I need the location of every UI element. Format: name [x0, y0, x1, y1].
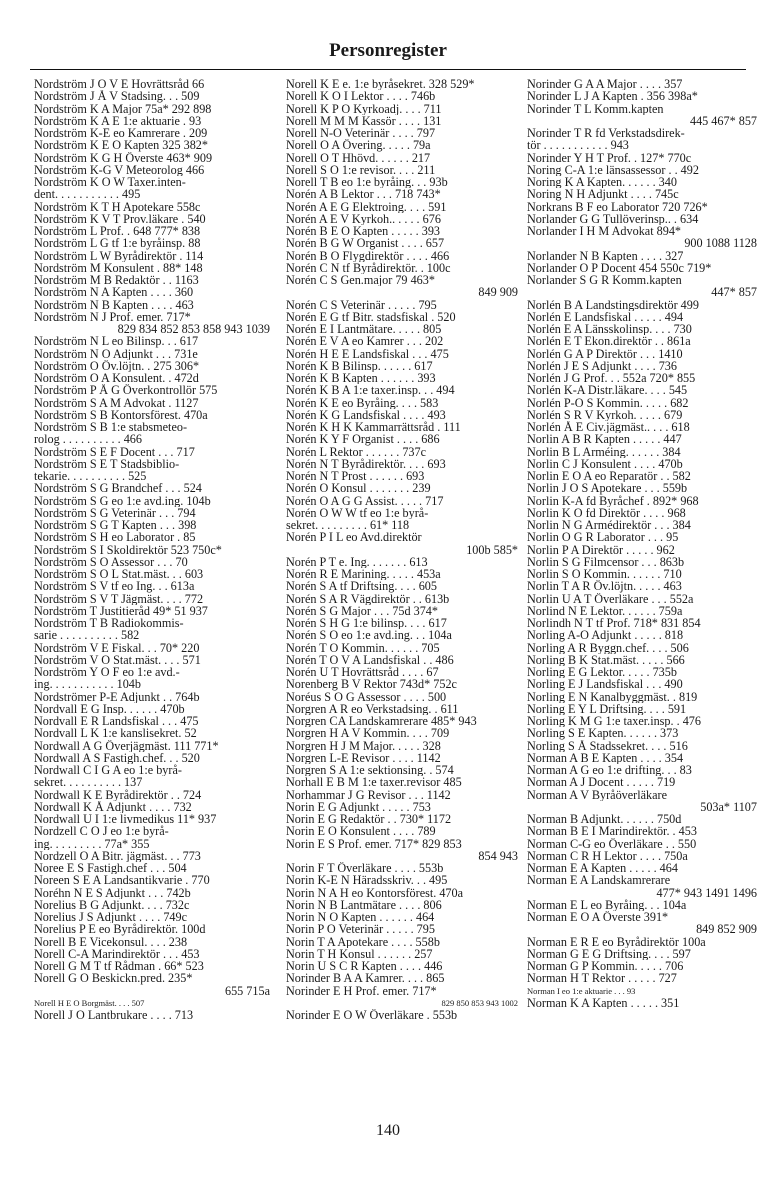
- register-entry: Nordström Y O F eo 1:e avd.-: [34, 666, 180, 679]
- register-entry: Norén A E G Elektroing. . . . 591: [286, 200, 447, 213]
- register-entry: Nordström L Prof. . 648 777* 838: [34, 225, 201, 238]
- register-entry: Nordström S I Skoldirektör 523 750c*: [34, 543, 222, 556]
- register-entry: Norlén E A Länsskolinsp. . . . 730: [527, 323, 692, 336]
- register-entry: Nordström S E F Docent . . . 717: [34, 445, 195, 458]
- register-entry: Norinder G A A Major . . . . 357: [527, 78, 683, 91]
- register-entry: Norelius P E eo Byrådirektör. 100d: [34, 923, 206, 936]
- register-entry: Norén N T Prost . . . . . . 693: [286, 470, 425, 483]
- register-entry: Nordvall L K 1:e kanslisekret. 52: [34, 727, 197, 740]
- register-entry: Noree E S Fastigh.chef . . . 504: [34, 862, 187, 875]
- register-entry: rolog . . . . . . . . . . 466: [34, 433, 142, 446]
- register-entry: Nordströmer P-E Adjunkt . . 764b: [34, 690, 200, 703]
- register-entry: Norinder T L Komm.kapten: [527, 102, 664, 115]
- register-entry: Norell N-O Veterinär . . . . 797: [286, 127, 436, 140]
- register-entry-continuation: 477* 943 1491 1496: [656, 886, 757, 899]
- register-entry: Norgren H A V Kommin. . . . 709: [286, 727, 450, 740]
- register-entry: Norén B E O Kapten . . . . . 393: [286, 225, 441, 238]
- register-entry: Norell O T Hhövd. . . . . . 217: [286, 151, 431, 164]
- register-entry: Norén N T Byrådirektör. . . . 693: [286, 457, 446, 470]
- register-entry: Nordwall C I G A eo 1:e byrå-: [34, 764, 182, 777]
- register-entry: Nordzell O A Bitr. jägmäst. . . 773: [34, 849, 201, 862]
- register-entry: Norén O Konsul . . . . . . . 239: [286, 482, 431, 495]
- register-entry: Nordström S G Veterinär . . . 794: [34, 506, 196, 519]
- register-entry: Norin E G Redaktör . . 730* 1172: [286, 813, 452, 826]
- register-entry: Norgren CA Landskamrerare 485* 943: [286, 715, 477, 728]
- register-entry: Norén O A G G Assist. . . . . 717: [286, 494, 444, 507]
- register-entry: Norlén K-A Distr.läkare. . . . 545: [527, 384, 688, 397]
- register-entry: Norin F T Överläkare . . . . 553b: [286, 862, 444, 875]
- register-entry: Nordström K O W Taxer.inten-: [34, 176, 186, 189]
- register-entry: Norinder Y H T Prof. . 127* 770c: [527, 151, 692, 164]
- register-entry: Nordström K V T Prov.läkare . 540: [34, 212, 206, 225]
- register-entry: Norén P T e. Ing. . . . . . . 613: [286, 555, 428, 568]
- register-entry: Nordström S B 1:e stabsmeteo-: [34, 421, 188, 434]
- register-entry: Norgren S A 1:e sektionsing. . 574: [286, 764, 454, 777]
- register-entry: Norell T B eo 1:e byråing. . . 93b: [286, 176, 448, 189]
- register-entry: Norell C-A Marindirektör . . . 453: [34, 947, 200, 960]
- register-entry: Nordström S V tf eo Ing. . . 613a: [34, 580, 195, 593]
- register-entry: Norman A V Byråöverläkare: [527, 788, 668, 801]
- register-entry: Nordström S O L Stat.mäst. . . 603: [34, 568, 204, 581]
- register-entry: Norin U S C R Kapten . . . . 446: [286, 960, 443, 973]
- register-entry: Norlén G A P Direktör . . . 1410: [527, 347, 683, 360]
- register-entry: Norinder B A A Kamrer. . . . 865: [286, 972, 445, 985]
- register-entry: Nordwall U I 1:e livmedikus 11* 937: [34, 813, 217, 826]
- register-entry: Nordström S A M Advokat . 1127: [34, 396, 199, 409]
- register-entry: ing. . . . . . . . . . . 104b: [34, 678, 141, 691]
- register-entry: Nordwall A G Överjägmäst. 111 771*: [34, 739, 219, 752]
- register-entry: tekarie. . . . . . . . . . 525: [34, 470, 147, 483]
- register-entry: Norlén S R V Kyrkoh. . . . . 679: [527, 408, 683, 421]
- register-entry: Norin E S Prof. emer. 717* 829 853: [286, 837, 462, 850]
- register-entry: Norenberg B V Rektor 743d* 752c: [286, 678, 457, 691]
- register-entry: Nordström K A E 1:e aktuarie . 93: [34, 114, 202, 127]
- register-entry: Norin E G Adjunkt . . . . . 753: [286, 800, 431, 813]
- register-entry: Norin N B Lantmätare . . . . 806: [286, 898, 442, 911]
- register-entry: Norén S O eo 1:e avd.ing. . . 104a: [286, 629, 452, 642]
- register-entry: Norlén J E S Adjunkt . . . . 736: [527, 359, 677, 372]
- register-entry: Norin N O Kapten . . . . . . 464: [286, 911, 435, 924]
- register-entry: Noring K A Kapten. . . . . . 340: [527, 176, 677, 189]
- register-entry: Norin K-E N Häradsskriv. . . 495: [286, 874, 448, 887]
- register-entry: Norlin E O A eo Reparatör . . 582: [527, 470, 691, 483]
- page-title: Personregister: [329, 40, 447, 61]
- register-entry: Norén K B Bilinsp. . . . . . 617: [286, 359, 433, 372]
- register-entry: Norlander I H M Advokat 894*: [527, 225, 682, 238]
- register-entry: Nordström L G tf 1:e byråinsp. 88: [34, 237, 201, 250]
- register-entry: Norell G O Beskickn.pred. 235*: [34, 972, 193, 985]
- register-entry: Nordwall K E Byrådirektör . . 724: [34, 788, 202, 801]
- register-entry: Norlén B A Landstingsdirektör 499: [527, 298, 699, 311]
- register-entry: Norén K Y F Organist . . . . 686: [286, 433, 440, 446]
- register-entry: Norén S H G 1:e bilinsp. . . . 617: [286, 617, 447, 630]
- register-entry: Nordström T Justitieråd 49* 51 937: [34, 604, 208, 617]
- register-entry: Nordzell C O J eo 1:e byrå-: [34, 825, 169, 838]
- register-entry: Norell H E O Borgmäst. . . . 507: [34, 997, 145, 1008]
- register-entry: Norling E N Kanalbyggmäst. . 819: [527, 690, 698, 703]
- register-entry: Nordström O Öv.löjtn. . 275 306*: [34, 359, 200, 372]
- register-entry: Norlind N E Lektor. . . . . . 759a: [527, 604, 683, 617]
- register-entry: Norman I eo 1:e aktuarie . . . 93: [527, 985, 636, 996]
- register-entry: Noring C-A 1:e länsassessor . . 492: [527, 163, 699, 176]
- register-entry: Nordström J Å V Stadsing. . . 509: [34, 90, 200, 103]
- register-entry-continuation: 503a* 1107: [700, 800, 757, 813]
- register-entry: Norell J O Lantbrukare . . . . 713: [34, 1009, 194, 1022]
- register-entry: Nordström K-E eo Kamrerare . 209: [34, 127, 208, 140]
- register-entry: Norlin C J Konsulent . . . . 470b: [527, 457, 683, 470]
- register-entry: Nordström O A Konsulent. . 472d: [34, 372, 199, 385]
- register-entry: ing. . . . . . . . . 77a* 355: [34, 837, 150, 850]
- register-entry: Nordström N L eo Bilinsp. . . 617: [34, 335, 199, 348]
- register-entry: Norlin T A R Öv.löjtn. . . . . 463: [527, 580, 682, 593]
- register-entry: Norlén E Landsfiskal . . . . . 494: [527, 310, 684, 323]
- register-entry: Norlin K-A fd Byråchef . 892* 968: [527, 494, 699, 507]
- register-entry: Norman E A Landskamrerare: [527, 874, 671, 887]
- register-entry: Norell K E e. 1:e byråsekret. 328 529*: [286, 78, 475, 91]
- register-entry: Norling A R Byggn.chef. . . . 506: [527, 641, 689, 654]
- register-entry: Norlén P-O S Kommin. . . . . 682: [527, 396, 689, 409]
- register-entry: Norén K B A 1:e taxer.insp. . . 494: [286, 384, 455, 397]
- register-entry-continuation: 445 467* 857: [689, 114, 757, 127]
- register-entry: Norlén J G Prof. . . 552a 720* 855: [527, 372, 696, 385]
- register-entry: Nordström K A Major 75a* 292 898: [34, 102, 212, 115]
- register-entry: Norlin K O fd Direktör . . . . 968: [527, 506, 686, 519]
- register-entry: Norling E Y L Driftsing. . . . 591: [527, 702, 687, 715]
- register-entry: Nordström K-G V Meteorolog 466: [34, 163, 205, 176]
- register-entry: Nordström S V T Jägmäst. . . . 772: [34, 592, 204, 605]
- register-entry: Norén T O Kommin. . . . . . 705: [286, 641, 440, 654]
- register-column-2: [286, 78, 518, 1021]
- register-entry: Norén A B Lektor . . . 718 743*: [286, 188, 441, 201]
- register-entry: Norman G E G Driftsing. . . . 597: [527, 947, 691, 960]
- register-entry: Norén K B Kapten . . . . . . 393: [286, 372, 436, 385]
- register-entry: Nordström K G H Överste 463* 909: [34, 151, 213, 164]
- register-entry: Nordwall A S Fastigh.chef. . . 520: [34, 751, 200, 764]
- register-entry: Norlander G G Tullöverinsp.. . 634: [527, 212, 699, 225]
- register-entry: Norlin U A T Överläkare . . . 552a: [527, 592, 694, 605]
- register-entry: Norén B G W Organist . . . . 657: [286, 237, 445, 250]
- register-entry: Norman B Adjunkt. . . . . . 750d: [527, 813, 682, 826]
- register-entry: Norin N A H eo Kontorsförest. 470a: [286, 886, 464, 899]
- register-entry: Nordström V O Stat.mäst. . . . 571: [34, 653, 201, 666]
- register-entry: Nordström S G eo 1:e avd.ing. 104b: [34, 494, 211, 507]
- register-entry: Norman A G eo 1:e drifting. . . 83: [527, 764, 692, 777]
- register-entry: Nordström S E T Stadsbiblio-: [34, 457, 180, 470]
- register-entry: Norman E L eo Byråing. . . 104a: [527, 898, 687, 911]
- register-entry: Norén U T Hovrättsråd . . . . 67: [286, 666, 439, 679]
- register-entry: Norling K M G 1:e taxer.insp. . 476: [527, 715, 701, 728]
- register-entry: Norén A E V Kyrkoh.. . . . . 676: [286, 212, 441, 225]
- register-entry: Norell S O 1:e revisor. . . . 211: [286, 163, 436, 176]
- register-entry: Norén E G tf Bitr. stadsfiskal . 520: [286, 310, 456, 323]
- register-entry: Norinder E H Prof. emer. 717*: [286, 984, 437, 997]
- register-column-3: [527, 78, 757, 1009]
- register-entry: Norinder T R fd Verkstadsdirek-: [527, 127, 685, 140]
- register-entry: Nordström S G Brandchef . . . 524: [34, 482, 202, 495]
- register-entry: Norell O A Övering. . . . . 79a: [286, 139, 431, 152]
- register-entry: Norman E R E eo Byrådirektör 100a: [527, 935, 706, 948]
- register-entry: Norelius J S Adjunkt . . . . 749c: [34, 911, 188, 924]
- register-column-1: [34, 78, 270, 1021]
- register-entry: Norman H T Rektor . . . . . 727: [527, 972, 677, 985]
- register-entry: Norell B E Vicekonsul. . . . 238: [34, 935, 188, 948]
- register-entry: Norling S E Kapten. . . . . . 373: [527, 727, 679, 740]
- register-entry-continuation: 655 715a: [224, 984, 270, 997]
- register-entry: Norén B O Flygdirektör . . . . 466: [286, 249, 450, 262]
- register-entry: Norinder L J A Kapten . 356 398a*: [527, 90, 698, 103]
- register-entry: Norman E O A Överste 391*: [527, 911, 669, 924]
- register-entry: Norlindh N T tf Prof. 718* 831 854: [527, 617, 701, 630]
- register-entry: sekret. . . . . . . . . 61* 118: [286, 519, 410, 532]
- register-entry: Norén K G Landsfiskal . . . . 493: [286, 408, 446, 421]
- register-entry: Nordström T B Radiokommis-: [34, 617, 184, 630]
- register-entry: Norman E A Kapten . . . . . 464: [527, 862, 678, 875]
- register-entry: Norlin O G R Laborator . . . 95: [527, 531, 679, 544]
- register-entry: Norin T H Konsul . . . . . . 257: [286, 947, 433, 960]
- register-entry: Norlén Å E Civ.jägmäst.. . . . 618: [527, 421, 690, 434]
- register-entry: Nordström S H eo Laborator . 85: [34, 531, 196, 544]
- register-entry: Norman C R H Lektor . . . . 750a: [527, 849, 688, 862]
- register-entry: Noréhn N E S Adjunkt . . . 742b: [34, 886, 191, 899]
- register-entry: Nordström S B Kontorsförest. 470a: [34, 408, 208, 421]
- register-entry-continuation: 100b 585*: [466, 543, 518, 556]
- register-entry: Norén T O V A Landsfiskal . . 486: [286, 653, 454, 666]
- register-entry: Norgren L-E Revisor . . . . 1142: [286, 751, 441, 764]
- register-entry: Norén H E E Landsfiskal . . . 475: [286, 347, 449, 360]
- register-entry: Norman A B E Kapten . . . . 354: [527, 751, 684, 764]
- register-entry: Norlin P A Direktör . . . . . 962: [527, 543, 675, 556]
- register-entry: Nordström S O Assessor . . . 70: [34, 555, 188, 568]
- register-entry: Norin E O Konsulent . . . . 789: [286, 825, 436, 838]
- register-entry: Noring N H Adjunkt . . . . 745c: [527, 188, 679, 201]
- register-entry: Norman B E I Marindirektör. . 453: [527, 825, 697, 838]
- register-entry: Nordström N O Adjunkt . . . 731e: [34, 347, 198, 360]
- register-entry-continuation: 849 909: [478, 286, 518, 299]
- register-entry: Nordström J O V E Hovrättsråd 66: [34, 78, 205, 91]
- register-entry: Nordström M Konsulent . 88* 148: [34, 261, 203, 274]
- register-entry: Norman A J Docent . . . . . 719: [527, 776, 676, 789]
- register-entry-continuation: 829 834 852 853 858 943 1039: [117, 323, 270, 336]
- register-entry: Norlander S G R Komm.kapten: [527, 274, 682, 287]
- register-entry: Nordström N J Prof. emer. 717*: [34, 310, 191, 323]
- header-rule: [30, 69, 746, 70]
- register-entry: Nordwall K Å Adjunkt . . . . 732: [34, 800, 192, 813]
- register-entry: Norling E G Lektor. . . . . 735b: [527, 666, 677, 679]
- register-entry: Norinder E O W Överläkare . 553b: [286, 1009, 458, 1022]
- register-entry-continuation: 900 1088 1128: [684, 237, 757, 250]
- register-entry: Norell G M T tf Rådman . 66* 523: [34, 960, 204, 973]
- register-entry: Nordström M B Redaktör . . 1163: [34, 274, 199, 287]
- register-entry: Norlin N G Armédirektör . . . 384: [527, 519, 691, 532]
- register-entry: sekret. . . . . . . . . . 137: [34, 776, 143, 789]
- register-entry: Norell K P O Kyrkoadj. . . . 711: [286, 102, 442, 115]
- register-entry: Norén K H K Kammarrättsråd . 111: [286, 421, 461, 434]
- register-entry: Norlander N B Kapten . . . . 327: [527, 249, 684, 262]
- register-entry: Nordström S G T Kapten . . . 398: [34, 519, 197, 532]
- register-entry: Norlin J O S Apotekare . . . 559b: [527, 482, 688, 495]
- register-entry: Nordström L W Byrådirektör . 114: [34, 249, 204, 262]
- register-entry: Nordström P Å G Överkontrollör 575: [34, 384, 218, 397]
- register-entry: Nordström V E Fiskal. . . 70* 220: [34, 641, 200, 654]
- register-entry: Noreen S E A Landsantikvarie . 770: [34, 874, 210, 887]
- register-entry: Nordström K T H Apotekare 558c: [34, 200, 201, 213]
- register-entry: Norling E J Landsfiskal . . . 490: [527, 678, 683, 691]
- register-entry: Norling B K Stat.mäst. . . . . 566: [527, 653, 685, 666]
- register-entry: Norén R E Marining. . . . . 453a: [286, 568, 441, 581]
- register-entry: Norhall E B M 1:e taxer.revisor 485: [286, 776, 462, 789]
- register-entry: Norén C S Veterinär . . . . . 795: [286, 298, 437, 311]
- register-entry: Norling A-O Adjunkt . . . . . 818: [527, 629, 684, 642]
- register-entry: Norén S G Major . . . 75d 374*: [286, 604, 438, 617]
- register-entry: Norlin A B R Kapten . . . . . 447: [527, 433, 682, 446]
- register-entry: Noréus S O G Assessor . . . . 500: [286, 690, 447, 703]
- register-entry: Norén P I L eo Avd.direktör: [286, 531, 422, 544]
- register-entry: Norling S Å Stadssekret. . . . 516: [527, 739, 688, 752]
- register-entry: Norlin S O Kommin. . . . . . 710: [527, 568, 682, 581]
- register-entry: Norlén E T Ekon.direktör . . 861a: [527, 335, 691, 348]
- register-entry: Norell M M M Kassör . . . . 131: [286, 114, 442, 127]
- register-entry-continuation: 829 850 853 943 1002: [441, 997, 518, 1008]
- register-entry: Norin T A Apotekare . . . . 558b: [286, 935, 440, 948]
- register-entry: Norén C N tf Byrådirektör. . 100c: [286, 261, 451, 274]
- register-entry: Norhammar J G Revisor . . . 1142: [286, 788, 451, 801]
- page-number: 140: [376, 1122, 400, 1139]
- register-entry: Norgren H J M Major. . . . . 328: [286, 739, 441, 752]
- register-entry: Norén E V A eo Kamrer . . . 202: [286, 335, 444, 348]
- register-entry: sarie . . . . . . . . . . 582: [34, 629, 140, 642]
- register-entry-continuation: 447* 857: [711, 286, 757, 299]
- register-entry: Norkrans B F eo Laborator 720 726*: [527, 200, 708, 213]
- register-entry: Norén K E eo Byråing. . . . 583: [286, 396, 439, 409]
- register-entry: Norell K O I Lektor . . . . 746b: [286, 90, 436, 103]
- register-entry: Norlander O P Docent 454 550c 719*: [527, 261, 712, 274]
- register-entry: Nordström K E O Kapten 325 382*: [34, 139, 208, 152]
- register-entry: Norén O W W tf eo 1:e byrå-: [286, 506, 429, 519]
- register-entry-continuation: 849 852 909: [696, 923, 757, 936]
- register-entry: Norén L Rektor . . . . . . 737c: [286, 445, 427, 458]
- register-entry: Norman C-G eo Överläkare . . 550: [527, 837, 697, 850]
- register-entry: tör . . . . . . . . . . . 943: [527, 139, 629, 152]
- register-entry: Norén E I Lantmätare. . . . . 805: [286, 323, 442, 336]
- register-entry: Nordvall E R Landsfiskal . . . 475: [34, 715, 199, 728]
- register-entry: Nordström N A Kapten . . . . 360: [34, 286, 194, 299]
- register-entry: Norelius B G Adjunkt. . . . 732c: [34, 898, 190, 911]
- register-entry: Norman G P Kommin. . . . . 706: [527, 960, 684, 973]
- register-entry: dent. . . . . . . . . . . 495: [34, 188, 141, 201]
- register-entry: Norin P O Veterinär . . . . . 795: [286, 923, 435, 936]
- register-entry-continuation: 854 943: [478, 849, 518, 862]
- register-entry: Nordström N B Kapten . . . . 463: [34, 298, 194, 311]
- register-entry: Norén S A tf Driftsing. . . . 605: [286, 580, 437, 593]
- register-entry: Nordvall E G Insp. . . . . . 470b: [34, 702, 185, 715]
- register-entry: Norgren A R eo Verkstadsing. . 611: [286, 702, 459, 715]
- register-entry: Norlin B L Arméing. . . . . . 384: [527, 445, 681, 458]
- register-entry: Norman K A Kapten . . . . . 351: [527, 996, 680, 1009]
- register-entry: Norén S A R Vägdirektör . . 613b: [286, 592, 450, 605]
- register-entry: Norén C S Gen.major 79 463*: [286, 274, 435, 287]
- register-entry: Norlin S G Filmcensor . . . 863b: [527, 555, 685, 568]
